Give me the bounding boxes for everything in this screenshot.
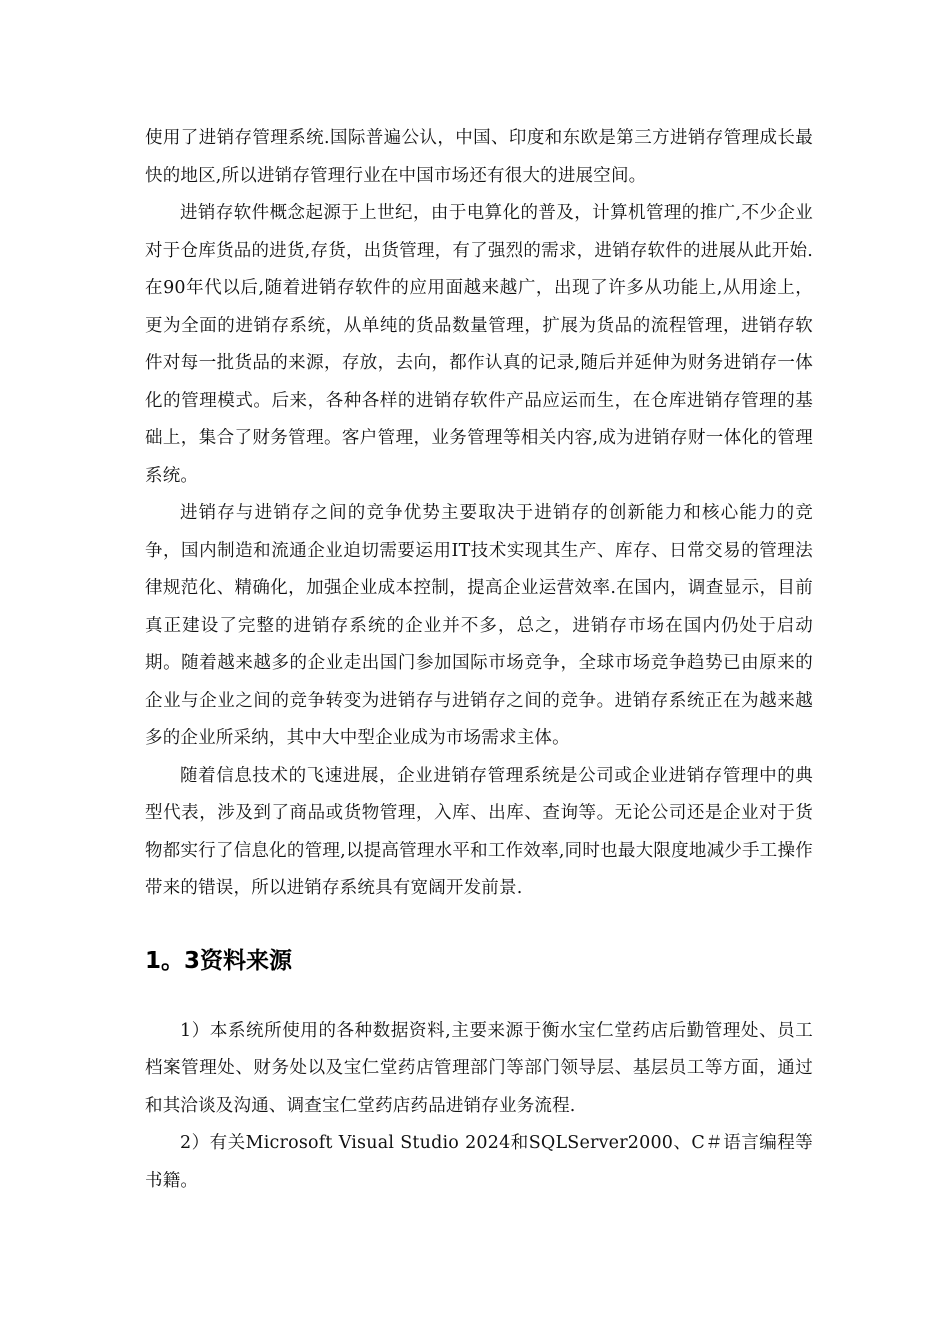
- paragraph-it-development: 随着信息技术的飞速进展，企业进销存管理系统是公司或企业进销存管理中的典型代表，涉及到了商品或货物管理，入库、出库、查询等。无论公司还是企业对于货物都实行了信息化的管理,以提高管理水平和工作效率,同时也最大限度地减少手工操作带来的错误，所以进销存系统具有宽阔开发前景.: [145, 765, 813, 898]
- source-item-1: 1）本系统所使用的各种数据资料,主要来源于衡水宝仁堂药店后勤管理处、员工档案管理处、财务处以及宝仁堂药店管理部门等部门领导层、基层员工等方面，通过和其洽谈及沟通、调查宝仁堂药店药品进销存业务流程.: [145, 1020, 813, 1116]
- paragraph-competition: 进销存与进销存之间的竞争优势主要取决于进销存的创新能力和核心能力的竞争，国内制造和流通企业迫切需要运用IT技术实现其生产、库存、日常交易的管理法律规范化、精确化，加强企业成本控制，提高企业运营效率.在国内，调查显示，目前真正建设了完整的进销存系统的企业并不多，总之，进销存市场在国内仍处于启动期。随着越来越多的企业走出国门参加国际市场竞争，全球市场竞争趋势已由原来的企业与企业之间的竞争转变为进销存与进销存之间的竞争。进销存系统正在为越来越多的企业所采纳，其中大中型企业成为市场需求主体。: [145, 503, 813, 748]
- source-item-2: 2）有关Microsoft Visual Studio 2024和SQLServer2000、C＃语言编程等书籍。: [145, 1133, 813, 1191]
- section-heading: 1。3资料来源: [145, 947, 293, 974]
- paragraph-software-origin: 进销存软件概念起源于上世纪，由于电算化的普及，计算机管理的推广,不少企业对于仓库货品的进货,存货，出货管理，有了强烈的需求，进销存软件的进展从此开始.在90年代以后,随着进销存软件的应用面越来越广，出现了许多从功能上,从用途上，更为全面的进销存系统，从单纯的货品数量管理，扩展为货品的流程管理，进销存软件对每一批货品的来源，存放，去向，都作认真的记录,随后并延伸为财务进销存一体化的管理模式。后来，各种各样的进销存软件产品应运而生，在仓库进销存管理的基础上，集合了财务管理。客户管理，业务管理等相关内容,成为进销存财一体化的管理系统。: [145, 203, 813, 486]
- document-body: [145, 120, 813, 1200]
- paragraph-continued: 使用了进销存管理系统.国际普遍公认，中国、印度和东欧是第三方进销存管理成长最快的地区,所以进销存管理行业在中国市场还有很大的进展空间。: [145, 128, 813, 186]
